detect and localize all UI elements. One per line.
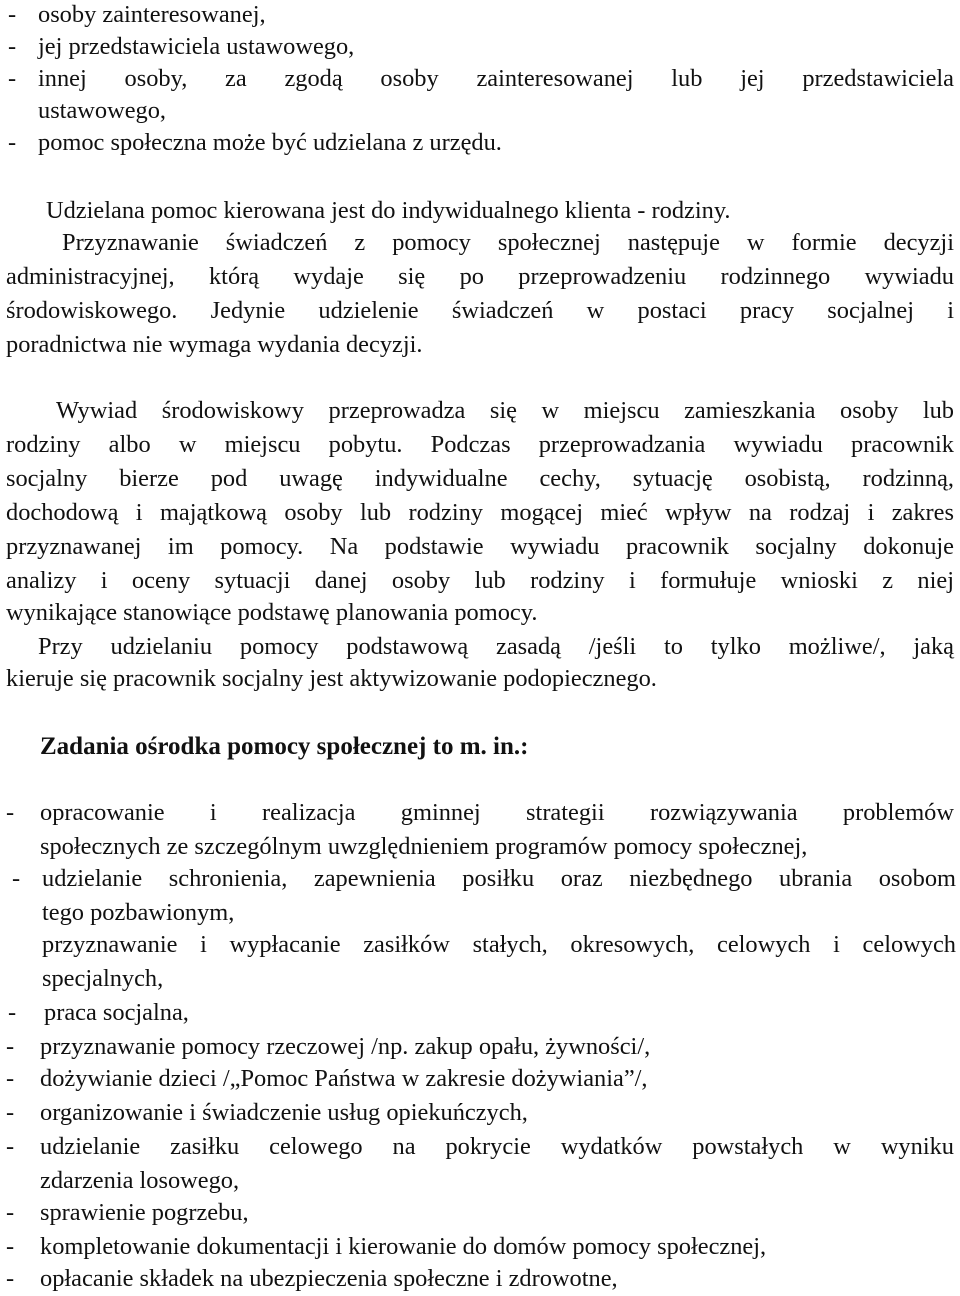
line-text: Wywiad środowiskowy przeprowadza się w miejscu zamieszkania osoby lub (56, 397, 954, 424)
line-text: przyznawanie i wypłacanie zasiłków stałych, okresowych, celowych i celowych (42, 931, 956, 958)
dash-marker: - (8, 33, 17, 60)
line-text: dożywianie dzieci /„Pomoc Państwa w zakresie dożywiania”/, (40, 1065, 648, 1092)
dash-marker: - (6, 1199, 15, 1226)
line-text: pomoc społeczna może być udzielana z urzędu. (38, 129, 502, 156)
line-text: osoby zainteresowanej, (38, 1, 266, 28)
line-text: Przy udzielaniu pomocy podstawową zasadą /jeśli to tylko możliwe/, jaką (38, 633, 954, 660)
line-text: analizy i oceny sytuacji danej osoby lub rodziny i formułuje wnioski z niej (6, 567, 954, 594)
line-text: przyznawanie pomocy rzeczowej /np. zakup opału, żywności/, (40, 1033, 651, 1060)
dash-marker: - (6, 1099, 15, 1126)
line-text: tego pozbawionym, (42, 899, 235, 926)
line-text: dochodową i majątkową osoby lub rodziny mogącej mieć wpływ na rodzaj i zakres (6, 499, 954, 526)
line-text: społecznych ze szczególnym uwzględnieniem programów pomocy społecznej, (40, 833, 808, 860)
line-text: sprawienie pogrzebu, (40, 1199, 249, 1226)
dash-marker: - (6, 1133, 15, 1160)
line-text: poradnictwa nie wymaga wydania decyzji. (6, 331, 423, 358)
line-text: kompletowanie dokumentacji i kierowanie do domów pomocy społecznej, (40, 1233, 767, 1260)
line-text: socjalny bierze pod uwagę indywidualne cechy, sytuację osobistą, rodzinną, (6, 465, 954, 492)
dash-marker: - (6, 1265, 15, 1292)
dash-marker: - (6, 1233, 15, 1260)
line-text: udzielanie schronienia, zapewnienia posiłku oraz niezbędnego ubrania osobom (42, 865, 956, 892)
line-text: opłacanie składek na ubezpieczenia społeczne i zdrowotne, (40, 1265, 618, 1292)
heading-text: Zadania ośrodka pomocy społecznej to m. in.: (40, 733, 529, 760)
line-text: wynikające stanowiące podstawę planowania pomocy. (6, 599, 538, 626)
dash-marker: - (6, 1065, 15, 1092)
dash-marker: - (12, 865, 21, 892)
line-text: praca socjalna, (44, 999, 189, 1026)
line-text: środowiskowego. Jedynie udzielenie świadczeń w postaci pracy socjalnej i (6, 297, 954, 324)
dash-marker: - (8, 999, 17, 1026)
line-text: rodziny albo w miejscu pobytu. Podczas przeprowadzania wywiadu pracownik (6, 431, 954, 458)
dash-marker: - (8, 1, 17, 28)
line-text: Udzielana pomoc kierowana jest do indywidualnego klienta - rodziny. (46, 197, 731, 224)
line-text: ustawowego, (38, 97, 167, 124)
line-text: Przyznawanie świadczeń z pomocy społecznej następuje w formie decyzji (62, 229, 954, 256)
line-text: kieruje się pracownik socjalny jest aktywizowanie podopiecznego. (6, 665, 657, 692)
dash-marker: - (8, 129, 17, 156)
line-text: organizowanie i świadczenie usług opiekuńczych, (40, 1099, 528, 1126)
dash-marker: - (6, 1033, 15, 1060)
line-text: zdarzenia losowego, (40, 1167, 240, 1194)
line-text: specjalnych, (42, 965, 164, 992)
line-text: przyznawanej im pomocy. Na podstawie wywiadu pracownik socjalny dokonuje (6, 533, 954, 560)
line-text: administracyjnej, którą wydaje się po przeprowadzeniu rodzinnego wywiadu (6, 263, 954, 290)
line-text: opracowanie i realizacja gminnej strategii rozwiązywania problemów (40, 799, 954, 826)
line-text: jej przedstawiciela ustawowego, (38, 33, 355, 60)
dash-marker: - (6, 799, 15, 826)
line-text: innej osoby, za zgodą osoby zainteresowanej lub jej przedstawiciela (38, 65, 954, 92)
dash-marker: - (8, 65, 17, 92)
line-text: udzielanie zasiłku celowego na pokrycie wydatków powstałych w wyniku (40, 1133, 954, 1160)
